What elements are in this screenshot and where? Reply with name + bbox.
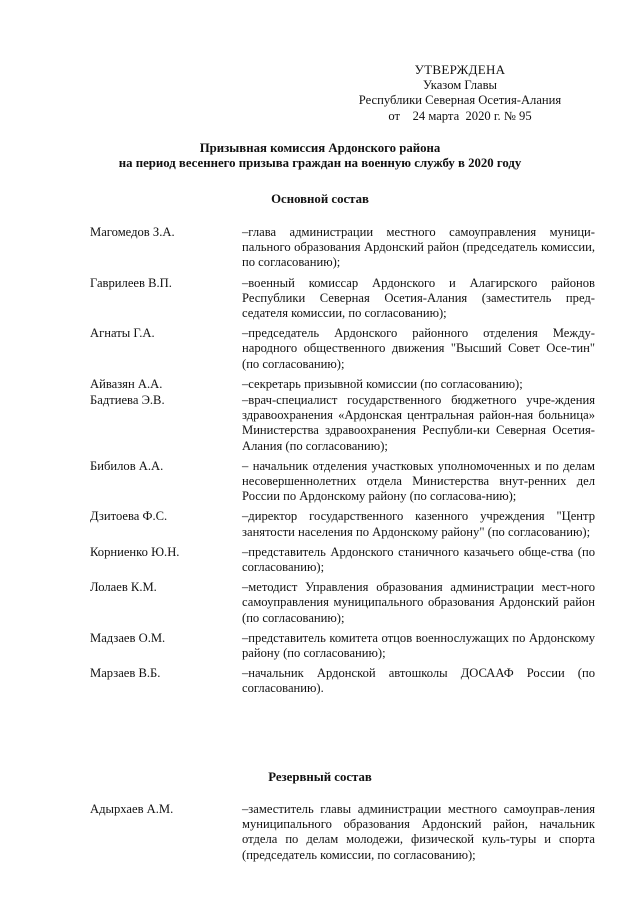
member-row bbox=[90, 666, 595, 696]
member-role: –председатель Ардонского районного отделения Между-народного общественного движения "Высший Совет Осе-тин" (по согласованию); bbox=[242, 326, 595, 371]
member-role: –представитель Ардонского станичного казачьего обще-ства (по согласованию); bbox=[242, 544, 595, 575]
member-row bbox=[90, 631, 595, 661]
member-role: –представитель комитета отцов военнослужащих по Ардонскому району (по согласованию); bbox=[242, 630, 595, 661]
member-role: –начальник Ардонской автошколы ДОСААФ России (по согласованию). bbox=[242, 666, 595, 696]
approval-line-1: Указом Главы bbox=[422, 78, 498, 93]
member-row bbox=[90, 459, 595, 505]
member-row bbox=[90, 377, 595, 392]
member-name: Дзитоева Ф.С. bbox=[90, 509, 168, 524]
document-title-line-1: Призывная комиссия Ардонского района bbox=[199, 141, 441, 155]
member-role: –военный комиссар Ардонского и Алагирского районов Республики Северная Осетия-Алания (заместитель пред-седателя комиссии, по согласованию); bbox=[242, 275, 595, 321]
member-row bbox=[90, 802, 595, 863]
member-role: –методист Управления образования администрации мест-ного самоуправления муниципального образования Ардонский район (по согласованию); bbox=[242, 580, 595, 625]
document-title bbox=[80, 141, 560, 171]
main-composition-heading: Основной состав bbox=[271, 192, 369, 206]
member-name: Магомедов З.А. bbox=[90, 225, 175, 239]
member-role: –глава администрации местного самоуправления муници-пального образования Ардонский район (председатель комиссии, по согласованию); bbox=[242, 225, 595, 270]
member-name: Марзаев В.Б. bbox=[90, 666, 161, 681]
member-name: Бибилов А.А. bbox=[90, 458, 164, 473]
member-name: Адырхаев А.М. bbox=[90, 802, 174, 816]
member-name: Мадзаев О.М. bbox=[90, 630, 166, 645]
approval-line-2: Республики Северная Осетия-Алания bbox=[358, 93, 562, 108]
member-role: –заместитель главы администрации местного самоуправ-ления муниципального образования Ардонский район, начальник отдела по делам молодежи, физической куль-туры и спорта (председатель комиссии, по согласованию); bbox=[242, 802, 595, 862]
reserve-composition-heading: Резервный состав bbox=[268, 770, 372, 784]
approval-stamp bbox=[330, 62, 590, 124]
member-row bbox=[90, 580, 595, 626]
member-role: – начальник отделения участковых уполномоченных и по делам несовершеннолетних отдела Министерства внут-ренних дел России по Ардонскому району (по согласова-нию); bbox=[242, 458, 595, 504]
member-role: –секретарь призывной комиссии (по согласованию); bbox=[242, 376, 523, 391]
member-name: Бадтиева Э.В. bbox=[90, 393, 165, 408]
member-row bbox=[90, 326, 595, 372]
reserve-composition-list bbox=[90, 802, 595, 868]
member-row bbox=[90, 509, 595, 539]
approval-line-3: от 24 марта 2020 г. № 95 bbox=[388, 108, 532, 123]
member-row bbox=[90, 225, 595, 271]
member-name: Лолаев К.М. bbox=[90, 580, 157, 595]
member-name: Агнаты Г.А. bbox=[90, 326, 155, 341]
member-row bbox=[90, 545, 595, 575]
member-row bbox=[90, 393, 595, 454]
member-name: Айвазян А.А. bbox=[90, 376, 163, 391]
member-role: –директор государственного казенного учреждения "Центр занятости населения по Ардонскому району" (по согласованию); bbox=[242, 509, 595, 539]
document-title-line-2: на период весеннего призыва граждан на военную службу в 2020 году bbox=[118, 156, 522, 171]
member-name: Гаврилеев В.П. bbox=[90, 275, 172, 290]
approval-title: УТВЕРЖДЕНА bbox=[414, 62, 506, 77]
member-role: –врач-специалист государственного бюджетного учре-ждения здравоохранения «Ардонская центральная район-ная больница» Министерства здравоохранения Республи-ки Северная Осетия-Алания (по согласованию); bbox=[242, 393, 595, 453]
member-name: Корниенко Ю.Н. bbox=[90, 544, 180, 559]
main-composition-list bbox=[90, 225, 595, 702]
member-row bbox=[90, 276, 595, 322]
